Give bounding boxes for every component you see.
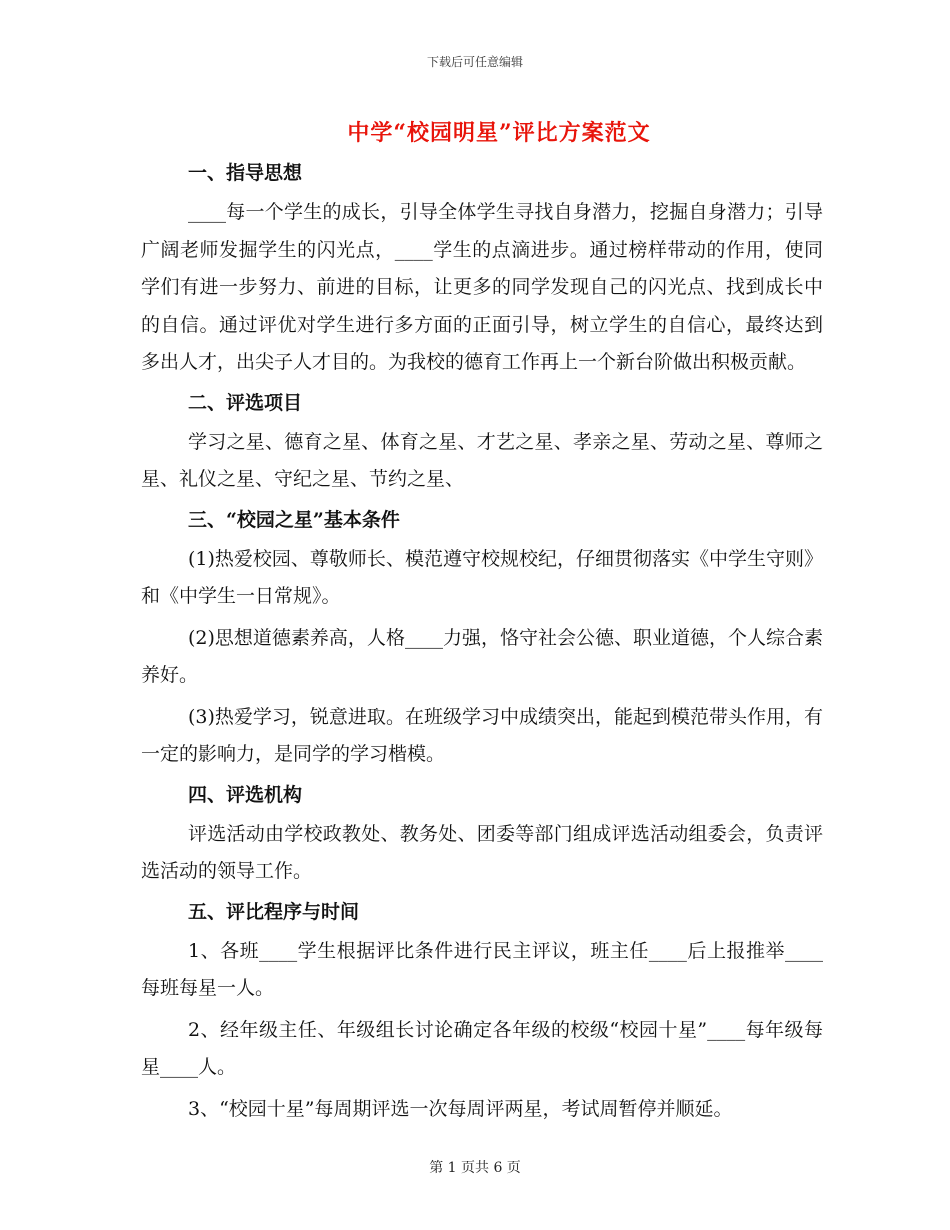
section-heading-basic-conditions: 三、“校园之星”基本条件 — [188, 508, 400, 531]
paragraph-selection-items: 学习之星、德育之星、体育之星、才艺之星、孝亲之星、劳动之星、尊师之星、礼仪之星、守纪之星、节约之星、 — [141, 430, 823, 490]
section-heading-guiding-ideology: 一、指导思想 — [188, 162, 303, 184]
paragraph-guiding-ideology: ____每一个学生的成长，引导全体学生寻找自身潜力，挖掘自身潜力；引导广阔老师发掘学生的闪光点，____学生的点滴进步。通过榜样带动的作用，使同学们有进一步努力、前进的目标，让更多的同学发现自己的闪光点、找到成长中的自信。通过评优对学生进行多方面的正面引导，树立学生的自信心，最终达到多出人才，出尖子人才目的。为我校的德育工作再上一个新台阶做出积极贡献。 — [141, 201, 823, 373]
paragraph-procedure-3: 3、“校园十星”每周期评选一次每周评两星，考试周暂停并顺延。 — [188, 1097, 733, 1120]
section-heading-selection-organization: 四、评选机构 — [188, 783, 303, 806]
document-title: 中学“校园明星”评比方案范文 — [347, 120, 651, 146]
section-heading-procedure-time: 五、评比程序与时间 — [188, 900, 360, 923]
section-heading-selection-items: 二、评选项目 — [188, 391, 303, 414]
page-footer: 第 1 页共 6 页 — [429, 1160, 521, 1176]
paragraph-condition-3: (3)热爱学习，锐意进取。在班级学习中成绩突出，能起到模范带头作用，有一定的影响力，是同学的学习楷模。 — [141, 705, 823, 765]
paragraph-condition-2: (2)思想道德素养高，人格____力强，恪守社会公德、职业道德，个人综合素养好。 — [141, 626, 823, 686]
page-header: 下载后可任意编辑 — [426, 55, 523, 69]
paragraph-procedure-1: 1、各班____学生根据评比条件进行民主评议，班主任____后上报推举____每班每星一人。 — [141, 939, 823, 999]
document-body — [141, 156, 823, 1132]
paragraph-procedure-2: 2、经年级主任、年级组长讨论确定各年级的校级“校园十星”____每年级每星____人。 — [141, 1018, 823, 1078]
paragraph-condition-1: (1)热爱校园、尊敬师长、模范遵守校规校纪，仔细贯彻落实《中学生守则》和《中学生一日常规》。 — [141, 547, 823, 607]
paragraph-selection-organization: 评选活动由学校政教处、教务处、团委等部门组成评选活动组委会，负责评选活动的领导工作。 — [141, 822, 823, 882]
